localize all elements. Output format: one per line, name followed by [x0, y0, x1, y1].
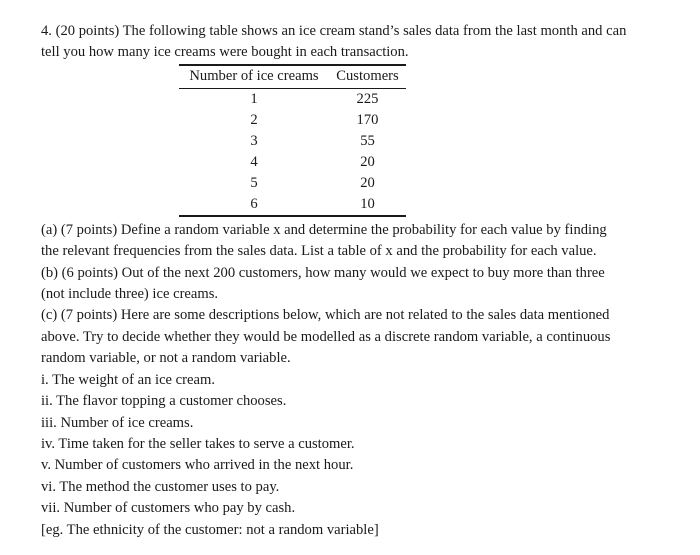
- table-row-5-customers: 20: [360, 175, 375, 191]
- table-row-6-count: 6: [250, 196, 258, 212]
- part-a-line-2: the relevant frequencies from the sales data. List a table of x and the probability for each value.: [41, 243, 597, 259]
- intro-line-2: tell you how many ice creams were bought in each transaction.: [41, 44, 409, 60]
- intro-line-1: 4. (20 points) The following table shows an ice cream stand’s sales data from the last month and can: [41, 23, 627, 39]
- table-row-3-count: 3: [250, 133, 258, 149]
- list-item: i. The weight of an ice cream.: [41, 372, 215, 388]
- part-c-line-1: (c) (7 points) Here are some descriptions below, which are not related to the sales data mentioned: [41, 307, 610, 323]
- list-item: ii. The flavor topping a customer chooses.: [41, 393, 287, 409]
- part-a-line-1: (a) (7 points) Define a random variable x and determine the probability for each value by finding: [41, 222, 607, 238]
- table-row-3-customers: 55: [360, 133, 375, 149]
- list-item: vii. Number of customers who pay by cash.: [41, 500, 296, 516]
- table-header-rule: [179, 88, 406, 89]
- table-row-2-count: 2: [250, 112, 258, 128]
- list-item: v. Number of customers who arrived in the next hour.: [41, 457, 354, 473]
- part-c-line-3: random variable, or not a random variable.: [41, 350, 291, 366]
- table-row-2-customers: 170: [356, 112, 379, 128]
- table-row-1-customers: 225: [356, 91, 379, 107]
- part-c-line-2: above. Try to decide whether they would be modelled as a discrete random variable, a continuous: [41, 329, 611, 345]
- table-row-5-count: 5: [250, 175, 258, 191]
- table-row-4-customers: 20: [360, 154, 375, 170]
- table-bottom-rule: [179, 215, 406, 217]
- table-row-1-count: 1: [250, 91, 258, 107]
- part-b-line-2: (not include three) ice creams.: [41, 286, 219, 302]
- table-top-rule: [179, 64, 406, 66]
- table-row-4-count: 4: [250, 154, 258, 170]
- table-row-6-customers: 10: [360, 196, 375, 212]
- list-item: [eg. The ethnicity of the customer: not a random variable]: [41, 522, 379, 538]
- list-item: iii. Number of ice creams.: [41, 415, 194, 431]
- list-item: vi. The method the customer uses to pay.: [41, 479, 280, 495]
- header-customers: Customers: [336, 68, 399, 84]
- list-item: iv. Time taken for the seller takes to serve a customer.: [41, 436, 355, 452]
- header-ice-creams: Number of ice creams: [189, 68, 319, 84]
- part-b-line-1: (b) (6 points) Out of the next 200 customers, how many would we expect to buy more than three: [41, 265, 605, 281]
